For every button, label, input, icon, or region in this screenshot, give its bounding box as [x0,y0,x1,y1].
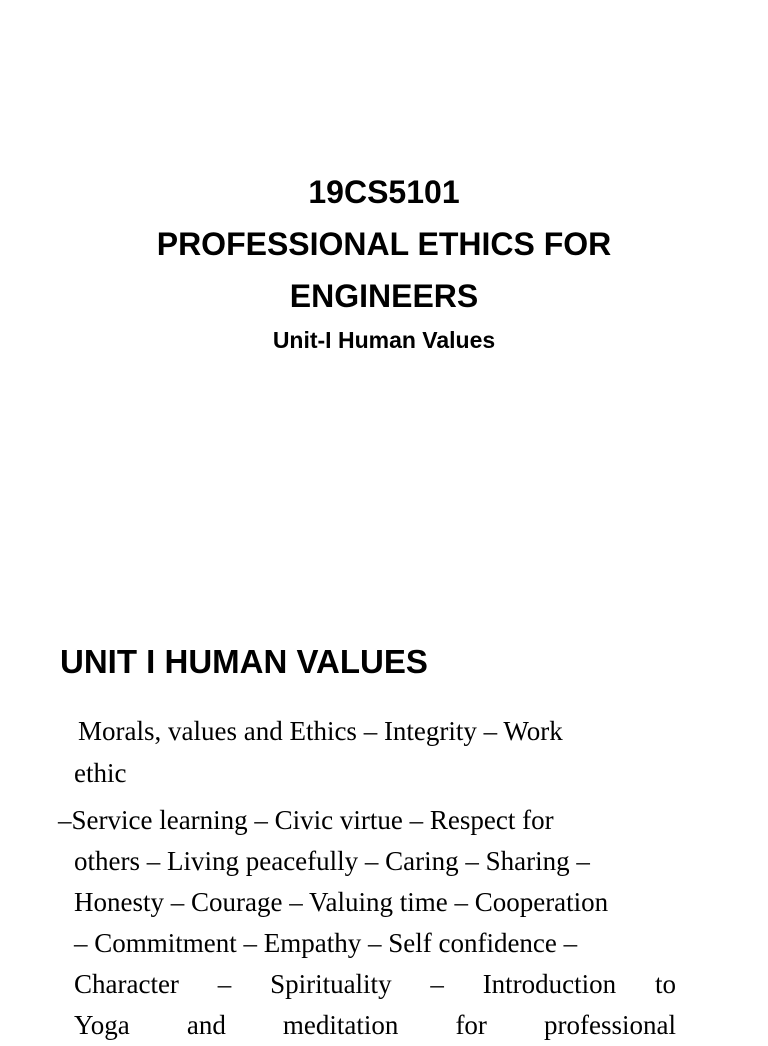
syllabus-paragraph-1 [74,710,694,794]
syllabus-slide [0,576,768,1040]
word: meditation [282,1010,399,1040]
word: – [217,969,232,999]
paragraph-2-line-2: others – Living peacefully – Caring – Sharing – [74,846,590,876]
word: and [186,1010,226,1040]
unit-heading: UNIT I HUMAN VALUES [60,643,428,680]
word: Character [74,969,179,999]
paragraph-1-line-1: Morals, values and Ethics – Integrity – Work [78,716,563,746]
paragraph-2-line-4: – Commitment – Empathy – Self confidence – [74,928,578,958]
paragraph-2-line-3: Honesty – Courage – Valuing time – Cooperation [74,887,609,917]
slide-subtitle: Unit-I Human Values [272,327,496,353]
word: to [654,969,676,999]
word: professional [543,1010,676,1040]
course-title-line-1: PROFESSIONAL ETHICS FOR [156,226,612,262]
word: Introduction [482,969,617,999]
paragraph-2-line-5 [58,964,676,1005]
word: for [455,1010,487,1040]
course-code: 19CS5101 [308,174,460,210]
word: Spirituality [270,969,392,999]
syllabus-paragraph-2 [58,800,708,1046]
paragraph-2-line-1: –Service learning – Civic virtue – Respect for [58,805,554,835]
slide-title [0,166,768,322]
paragraph-2-line-6-cut [58,1005,676,1046]
course-title-line-2: ENGINEERS [289,278,479,314]
word: Yoga [74,1010,130,1040]
word: – [430,969,444,999]
paragraph-1-line-2: ethic [74,758,127,788]
